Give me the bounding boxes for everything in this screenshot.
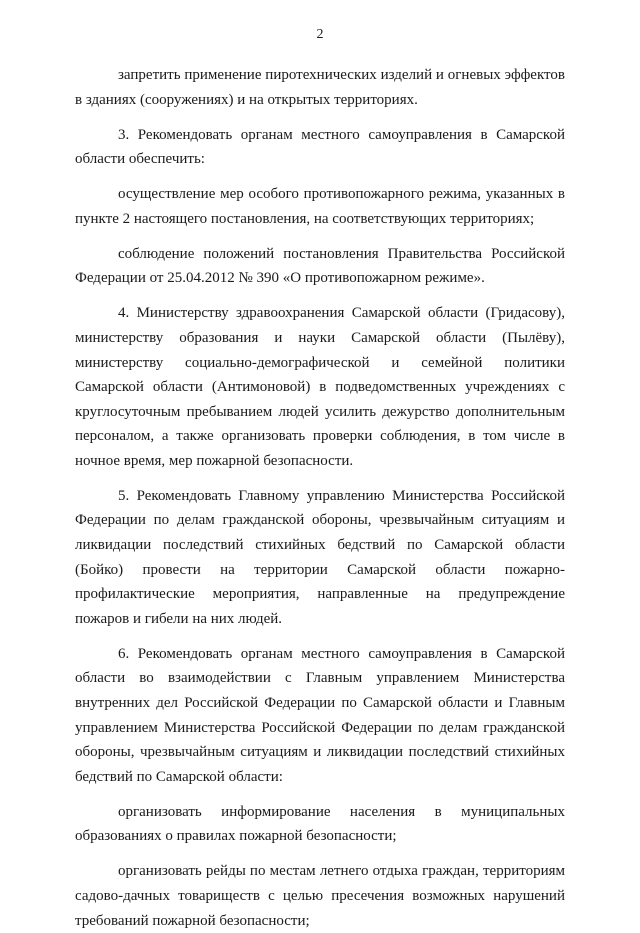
text-line: 6. Рекомендовать органам местного самоуправления в Самарской bbox=[118, 645, 565, 662]
paragraph bbox=[75, 484, 565, 632]
text-line: 5. Рекомендовать Главному управлению Министерства Российской bbox=[118, 487, 565, 504]
paragraph bbox=[75, 859, 565, 933]
paragraph bbox=[75, 242, 565, 291]
text-line: бедствий по Самарской области: bbox=[75, 768, 283, 785]
text-line: запретить применение пиротехнических изделий и огневых эффектов bbox=[118, 67, 565, 83]
text-line: соблюдение положений постановления Правительства Российской bbox=[118, 245, 565, 262]
text-line: пожаров и гибели на них людей. bbox=[75, 610, 283, 627]
text-line: 3. Рекомендовать органам местного самоуправления в Самарской bbox=[118, 126, 565, 143]
text-line: организовать информирование населения в муниципальных bbox=[118, 803, 565, 820]
document-body bbox=[75, 63, 565, 933]
paragraph bbox=[75, 182, 565, 231]
paragraph bbox=[75, 63, 565, 112]
text-line: министерству образования и науки Самарской области (Пылёву), bbox=[75, 329, 565, 346]
text-line: обороны, чрезвычайным ситуациям и ликвидации последствий стихийных bbox=[75, 744, 565, 761]
paragraph bbox=[75, 301, 565, 473]
text-line: организовать рейды по местам летнего отдыха граждан, территориям bbox=[118, 863, 565, 880]
text-line: Самарской области (Антимоновой) в подведомственных учреждениях с bbox=[75, 379, 565, 396]
text-line: садово-дачных товариществ с целью пресечения возможных нарушений bbox=[75, 887, 565, 904]
text-line: 4. Министерству здравоохранения Самарской области (Гридасову), bbox=[118, 305, 565, 322]
text-line: в зданиях (сооружениях) и на открытых территориях. bbox=[75, 91, 418, 108]
paragraph bbox=[75, 123, 565, 172]
text-line: (Бойко) провести на территории Самарской области пожарно- bbox=[75, 561, 565, 578]
text-line: требований пожарной безопасности; bbox=[75, 912, 310, 929]
text-line: образованиях о правилах пожарной безопасности; bbox=[75, 828, 397, 845]
text-line: Федерации по делам гражданской обороны, чрезвычайным ситуациям и bbox=[75, 512, 565, 529]
text-line: области во взаимодействии с Главным управлением Министерства bbox=[75, 670, 565, 687]
paragraph bbox=[75, 642, 565, 790]
text-line: круглосуточным пребыванием людей усилить дежурство дополнительным bbox=[75, 403, 565, 420]
text-line: внутренних дел Российской Федерации по Самарской области и Главным bbox=[75, 695, 565, 711]
text-line: области обеспечить: bbox=[75, 151, 205, 168]
text-line: осуществление мер особого противопожарного режима, указанных в bbox=[118, 186, 565, 203]
text-line: ликвидации последствий стихийных бедствий по Самарской области bbox=[75, 537, 565, 554]
text-line: персоналом, а также организовать проверки соблюдения, в том числе в bbox=[75, 428, 565, 445]
paragraph bbox=[75, 800, 565, 849]
text-line: министерству социально-демографической и семейной политики bbox=[75, 354, 565, 371]
page-number: 2 bbox=[316, 27, 324, 42]
text-line: ночное время, мер пожарной безопасности. bbox=[75, 452, 354, 469]
text-line: управлением Министерства Российской Федерации по делам гражданской bbox=[75, 719, 565, 736]
text-line: пункте 2 настоящего постановления, на соответствующих территориях; bbox=[75, 210, 535, 227]
text-line: Федерации от 25.04.2012 № 390 «О противопожарном режиме». bbox=[75, 270, 485, 287]
text-line: профилактические мероприятия, направленные на предупреждение bbox=[75, 586, 565, 603]
